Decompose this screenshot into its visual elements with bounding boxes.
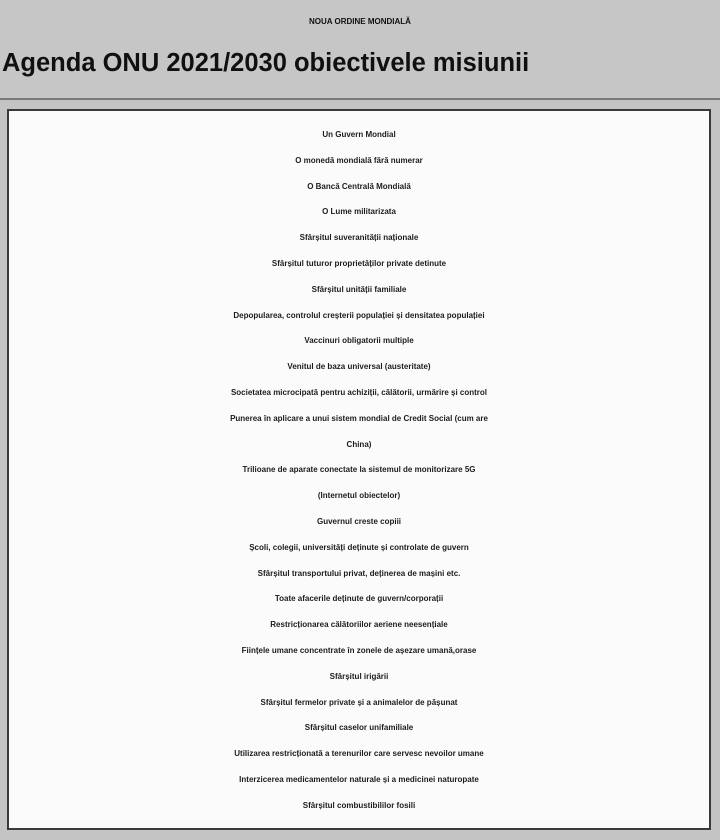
list-item: Sfârșitul transportului privat, deținerea de mașini etc. xyxy=(257,568,461,578)
list-item: O Bancă Centrală Mondială xyxy=(307,181,411,191)
list-item: Un Guvern Mondial xyxy=(322,130,396,139)
list-item: (Internetul obiectelor) xyxy=(317,491,401,501)
agenda-list xyxy=(9,122,709,819)
page-subtitle: Agenda ONU 2021/2030 obiectivele misiunii xyxy=(2,49,530,77)
page-title: NOUA ORDINE MONDIALĂ xyxy=(309,17,411,26)
list-item: Ființele umane concentrate în zonele de așezare umană,orase xyxy=(241,645,477,655)
content-panel xyxy=(7,109,711,830)
list-item: Sfârșitul unității familiale xyxy=(311,284,407,294)
list-item: Utilizarea restricționată a terenurilor care servesc nevoilor umane xyxy=(234,749,484,759)
list-item: O monedă mondială fără numerar xyxy=(295,155,423,165)
list-item: Punerea în aplicare a unui sistem mondial de Credit Social (cum are xyxy=(230,413,488,423)
list-item: Restricționarea călătoriilor aeriene neesențiale xyxy=(270,620,448,630)
list-item: Trilioane de aparate conectate la sistemul de monitorizare 5G xyxy=(242,465,476,475)
list-item: Sfârșitul fermelor private și a animalelor de pășunat xyxy=(260,697,458,707)
list-item: Sfârșitul tuturor proprietăților private detinute xyxy=(271,258,447,268)
list-item: Vaccinuri obligatorii multiple xyxy=(304,336,414,346)
list-item: Sfârșitul irigării xyxy=(329,671,389,681)
list-item: Sfârșitul suveranității naționale xyxy=(299,233,419,243)
list-item: Guvernul creste copiii xyxy=(316,516,402,526)
list-item: Sfârșitul combustibililor fosili xyxy=(302,800,416,810)
list-item: O Lume militarizata xyxy=(322,207,396,217)
list-item: China) xyxy=(346,439,372,449)
list-item: Toate afacerile deținute de guvern/corporații xyxy=(274,594,444,604)
list-item: Venitul de baza universal (austeritate) xyxy=(287,362,431,372)
list-item: Școli, colegii, universități deținute și controlate de guvern xyxy=(249,542,469,552)
list-item: Interzicerea medicamentelor naturale și a medicinei naturopate xyxy=(239,774,479,784)
list-item: Societatea microcipată pentru achiziții, călătorii, urmărire și control xyxy=(230,387,488,397)
list-item: Depopularea, controlul creșterii populației și densitatea populației xyxy=(233,310,485,320)
header-banner xyxy=(0,0,720,100)
list-item: Sfârșitul caselor unifamiliale xyxy=(304,723,414,733)
